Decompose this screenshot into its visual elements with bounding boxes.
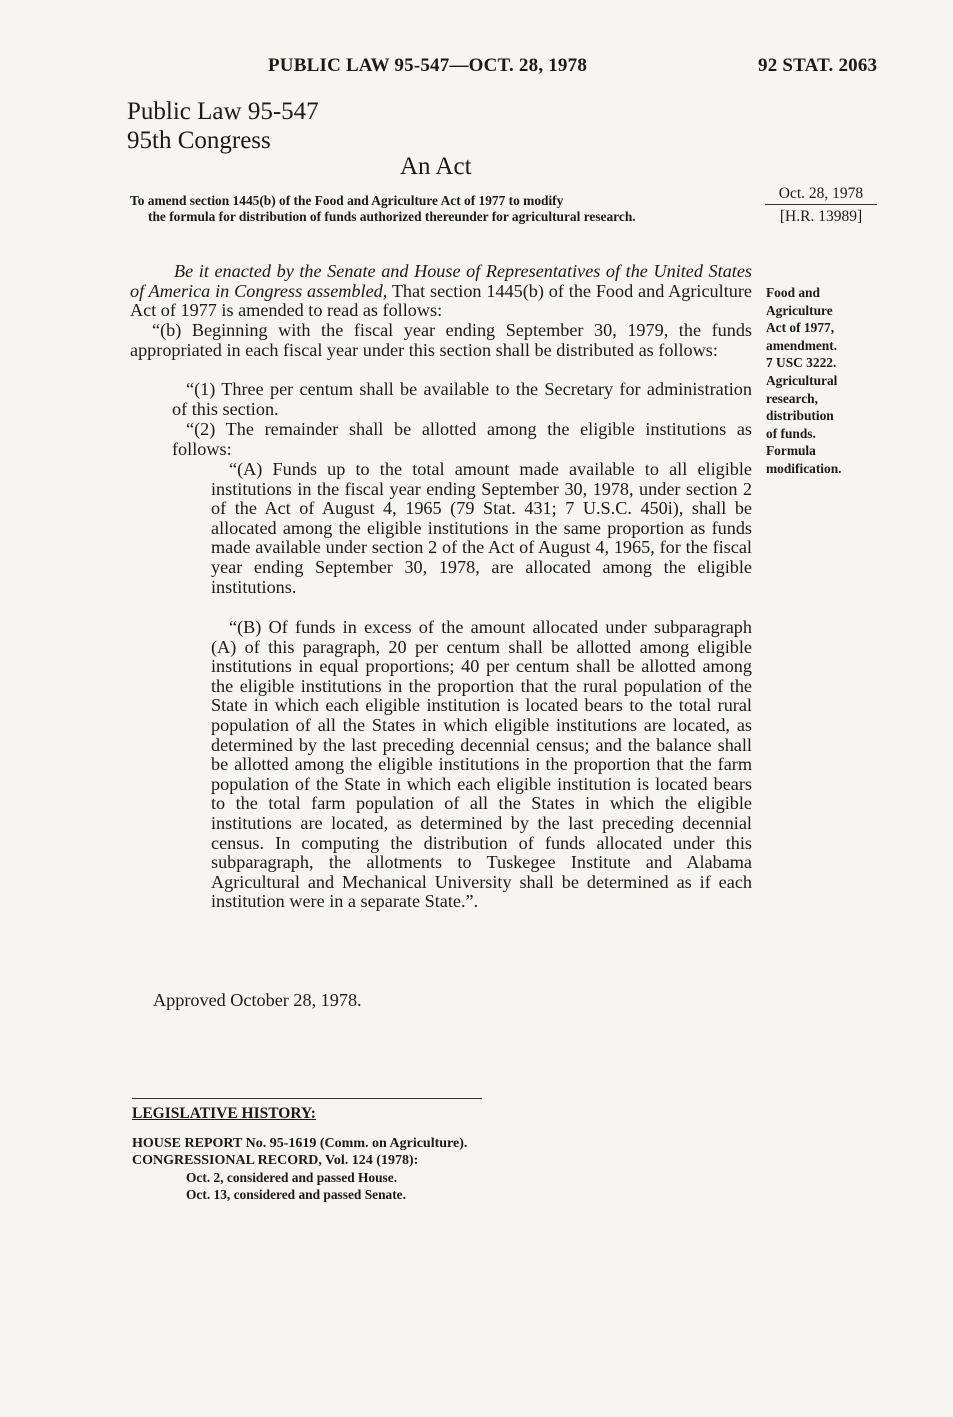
subparagraph-b-text: “(B) Of funds in excess of the amount allocated under subparagraph (A) of this paragraph, 20 per centum shall be allotted among eligible institutions in equal proportions; 40 per centum shall be allotted among the eligible institutions in the proportion that the rural population of the State in which each eligible institution is located bears to the total rural population of all the States in which eligible institutions are located, as determined by the last preceding decennial census; and the balance shall be allotted among the eligible institutions in the proportion that the farm population of the State in which each eligible institution is located bears to the total farm population of all the States in which the eligible institutions are located, as determined by the last preceding decennial census. In computing the distribution of funds allocated under this subparagraph, the allotments to Tuskegee Institute and Alabama Agricultural and Mechanical University shall be determined as if each institution were in a separate State.”. [211,617,752,912]
margin-note: Agriculture [766,302,833,318]
margin-note: research, [766,390,818,406]
paragraph-1-text: “(1) Three per centum shall be available to the Secretary for administration of this section. [172,379,752,419]
margin-notes [766,284,866,478]
subparagraph-b [211,618,752,912]
act-title: An Act [400,153,472,180]
purpose-continuation: the formula for distribution of funds authorized thereunder for agricultural research. [148,209,636,224]
congressional-record: CONGRESSIONAL RECORD, Vol. 124 (1978): [132,1153,419,1168]
divider [132,1098,482,1099]
enacting-formula: Be it enacted by the Senate and House of Representatives of the United States of America in Congress assembled, [130,261,752,301]
approval-line: Approved October 28, 1978. [153,990,362,1010]
enacting-text: That section 1445(b) of the Food and Agriculture Act of 1977 is amended to read as follows: [130,280,752,321]
margin-note: amendment. [766,337,838,353]
legislative-history-heading: LEGISLATIVE HISTORY: [132,1105,316,1122]
paragraph-2-text: “(2) The remainder shall be allotted among the eligible institutions as follows: [172,419,752,459]
house-report: HOUSE REPORT No. 95-1619 (Comm. on Agriculture). [132,1136,468,1151]
history-entry: Oct. 13, considered and passed Senate. [186,1187,406,1202]
subparagraph-a [211,460,752,597]
margin-note: Act of 1977, [766,320,835,336]
public-law-number: Public Law 95-547 [127,98,319,125]
paragraph-1 [172,380,752,419]
margin-note: distribution [766,408,834,424]
legislative-history-list [132,1135,467,1203]
purpose-first-line: To amend section 1445(b) of the Food and Agriculture Act of 1977 to modify [130,193,564,208]
margin-note: Food and [766,285,820,300]
margin-note: 7 USC 3222. [766,355,837,371]
enacting-clause [130,262,752,321]
margin-note: Formula [766,443,816,459]
congress-label: 95th Congress [127,127,271,154]
subparagraph-a-text: “(A) Funds up to the total amount made available to all eligible institutions in the fiscal year ending September 30, 1978, under section 2 of the Act of August 4, 1965 (79 Stat. 431; 7 U.S.C. 450i), shall be allocated among the eligible institutions in the same proportion as funds made available under section 2 of the Act of August 4, 1965, for the fiscal year ending September 30, 1978, are allocated among the eligible institutions. [211,459,752,597]
sidenote-bill-number: [H.R. 13989] [779,208,863,225]
margin-note: Agricultural [766,372,838,388]
running-header-page: 92 STAT. 2063 [758,55,878,76]
margin-note: modification. [766,460,842,476]
margin-note: of funds. [766,425,816,441]
sidenote-date: Oct. 28, 1978 [765,185,877,205]
act-purpose [130,193,750,225]
subsection-b-text: “(b) Beginning with the fiscal year ending September 30, 1979, the funds appropriated in each fiscal year under this section shall be distributed as follows: [130,320,752,360]
running-header-left: PUBLIC LAW 95-547—OCT. 28, 1978 [268,55,588,76]
paragraph-2 [172,420,752,459]
subsection-b [130,321,752,360]
history-entry: Oct. 2, considered and passed House. [186,1170,398,1185]
